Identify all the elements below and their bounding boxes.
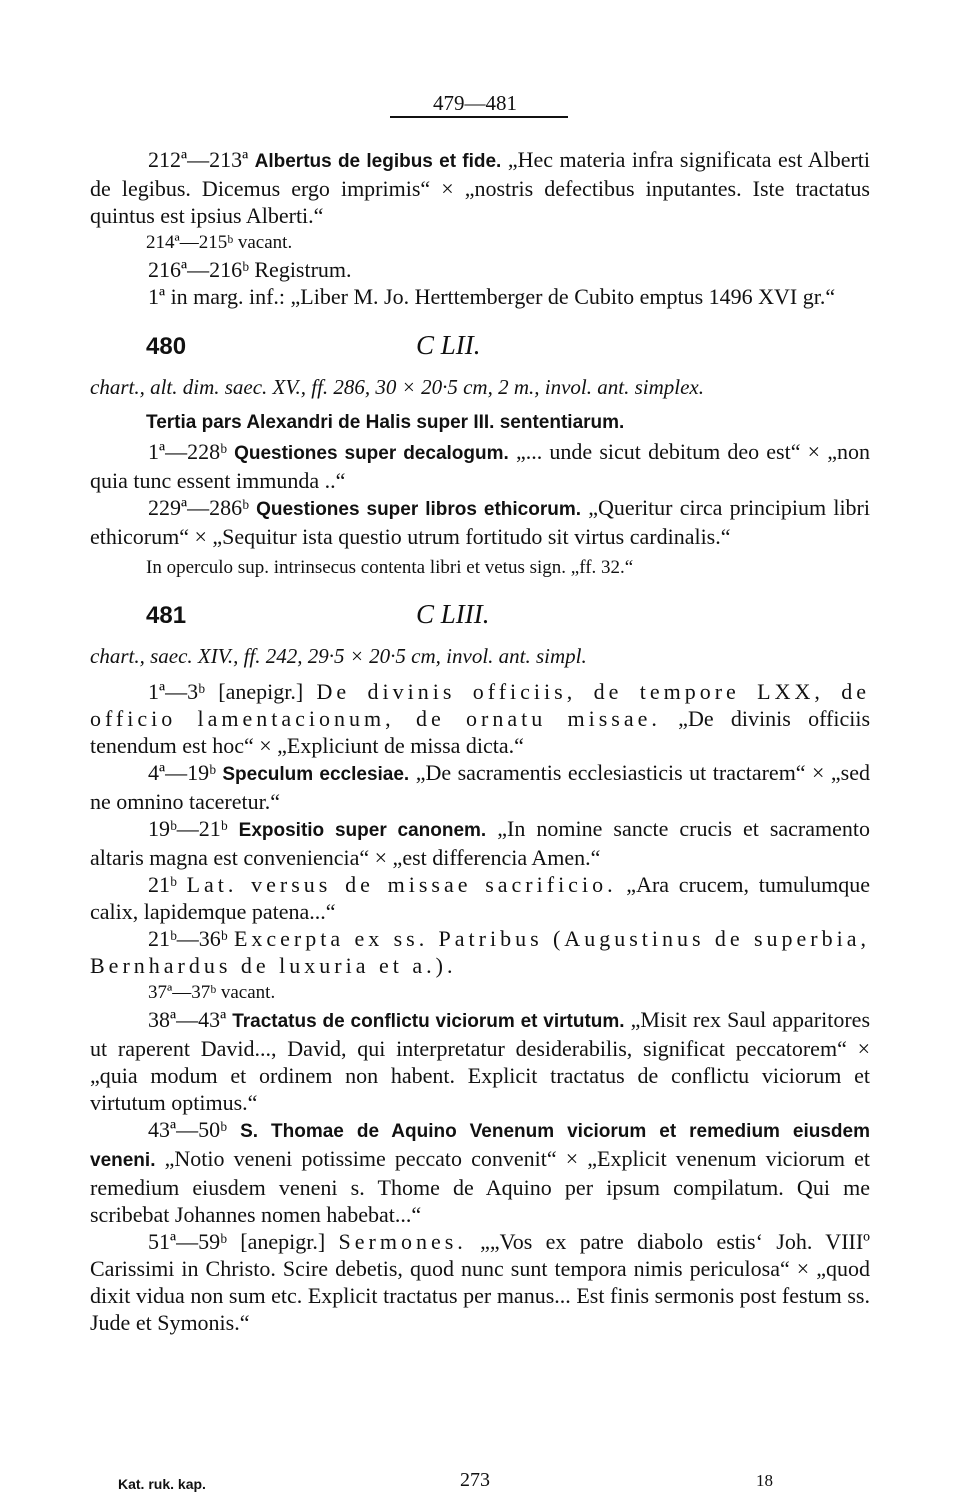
- item-venenum: [90, 1116, 870, 1228]
- sheet-number: 18: [756, 1471, 773, 1490]
- item-excerpta: [90, 925, 870, 979]
- folio-range: 19ᵇ—21ᵇ: [148, 816, 228, 841]
- item-albertus: [90, 146, 870, 229]
- entry-heading-481: [90, 601, 870, 629]
- cover-note: In operculo sup. intrinsecus contenta libri et vetus sign. „ff. 32.“: [146, 557, 634, 578]
- item-divinis-officiis: [90, 678, 870, 759]
- entry-number: 481: [146, 602, 187, 629]
- item-sermones: [90, 1228, 870, 1336]
- item-title: Tractatus de conflictu viciorum et virtutum.: [232, 1011, 625, 1032]
- header-rule: [390, 116, 568, 118]
- folio-range: 4ª—19ᵇ: [148, 760, 216, 785]
- shelf-signature: C LII.: [416, 330, 481, 360]
- catalog-signature: Kat. ruk. kap.: [118, 1476, 206, 1492]
- item-text: „Queritur circa principium libri ethicorum“ × „Sequitur ista questio utrum fortitudo sit virtus cardinalis.“: [90, 495, 870, 549]
- item-text: „„Vos ex patre diabolo estis‘ Joh. VIIIº Carissimi in Christo. Scire debetis, quod nunc sunt tempora nimis periculosa“ × „quod dixit vidua non sum etc. Explicit tractatus per manus... Est finis sermonis post festum ss. Jude et Symonis.“: [90, 1229, 870, 1335]
- item-expositio: [90, 815, 870, 871]
- item-text: „De divinis officiis tenendum est hoc“ × „Expliciunt de missa dicta.“: [90, 706, 871, 758]
- item-title: S. Thomae de Aquino Venenum viciorum et remedium eiusdem veneni.: [90, 1121, 871, 1171]
- entry-number: 480: [146, 333, 187, 360]
- item-text: „Misit rex Saul apparitores ut raperent David..., David, qui interpretatur desiderabilis, significat peccatorem“ × „quia modum et ordinem non habent. Explicit tractatus de conflictu viciorum et virtutum optimus.“: [90, 1007, 870, 1115]
- item-versus: [90, 871, 870, 925]
- physical-description: chart., saec. XIV., ff. 242, 29·5 × 20·5 cm, invol. ant. simpl.: [90, 644, 587, 668]
- folio-range: 43ª—50ᵇ: [148, 1117, 227, 1142]
- manuscript-title: Tertia pars Alexandri de Halis super III. sententiarum.: [146, 412, 625, 433]
- entry-heading-480: [90, 332, 870, 360]
- item-text: „In nomine sancte crucis et sacramento altaris magna est conveniencia“ × „est differencia Amen.“: [90, 816, 871, 870]
- spaced-title: Lat. versus de missae sacrificio.: [186, 872, 617, 897]
- item-registrum: 216ª—216ᵇ Registrum.: [148, 257, 352, 282]
- item-text: „Ara crucem, tumulumque calix, lapidemque patena...“: [90, 872, 870, 924]
- item-conflictu: [90, 1006, 870, 1116]
- item-text: „De sacramentis ecclesiasticis ut tractarem“ × „sed ne omnino taceretur.“: [90, 760, 870, 814]
- physical-description: chart., alt. dim. saec. XV., ff. 286, 30 × 20·5 cm, 2 m., invol. ant. simplex.: [90, 375, 704, 399]
- page-number: 273: [460, 1469, 490, 1491]
- spaced-title: Excerpta ex ss. Patribus (Augustinus de superbia, Bernhardus de luxuria et a.).: [90, 926, 871, 978]
- item-ethicorum: [90, 494, 870, 550]
- folio-range: 51ª—59ᵇ [anepigr.]: [148, 1229, 339, 1254]
- item-title: Questiones super decalogum.: [234, 443, 509, 464]
- shelf-signature: C LIII.: [416, 599, 490, 629]
- item-margin-note: 1ª in marg. inf.: „Liber M. Jo. Herttemberger de Cubito emptus 1496 XVI gr.“: [148, 284, 836, 309]
- item-text: „Hec materia infra significata est Alberti de legibus. Dicemus ergo imprimis“ × „nostris defectibus inputantes. Iste tractatus quintus est ipsius Alberti.“: [90, 147, 871, 228]
- folio-range: 21ᵇ: [148, 872, 187, 897]
- folio-range: 38ª—43ª: [148, 1007, 227, 1032]
- folio-range: 1ª—3ᵇ [anepigr.]: [148, 679, 317, 704]
- item-decalogum: [90, 438, 870, 494]
- item-text: „Notio veneni potissime peccato convenit“ × „Explicit venenum viciorum et remedium eiusdem veneni s. Thome de Aquino per ipsum compilatum. Qui me scribebat Johannes nomen habebat...“: [90, 1146, 870, 1227]
- item-vacant: 214ª—215ᵇ vacant.: [146, 232, 293, 253]
- item-speculum: [90, 759, 870, 815]
- item-title: Questiones super libros ethicorum.: [256, 499, 582, 520]
- running-header: 479—481: [433, 91, 517, 115]
- item-title: Expositio super canonem.: [238, 820, 487, 841]
- spaced-title: Sermones.: [338, 1229, 467, 1254]
- folio-range: 21ᵇ—36ᵇ: [148, 926, 234, 951]
- item-title: Albertus de legibus et fide.: [254, 151, 502, 172]
- item-text: „... unde sicut debitum deo est“ × „non quia tunc essent immunda ..“: [90, 439, 871, 493]
- folio-range: 1ª—228ᵇ: [148, 439, 227, 464]
- page-body: [90, 146, 870, 1336]
- item-vacant: 37ª—37ᵇ vacant.: [148, 982, 276, 1003]
- folio-range: 229ª—286ᵇ: [148, 495, 249, 520]
- item-title: Speculum ecclesiae.: [222, 764, 410, 785]
- folio-range: 212ª—213ª: [148, 147, 249, 172]
- spaced-title: De divinis officiis, de tempore LXX, de officio lamentacionum, de ornatu missae.: [90, 679, 870, 731]
